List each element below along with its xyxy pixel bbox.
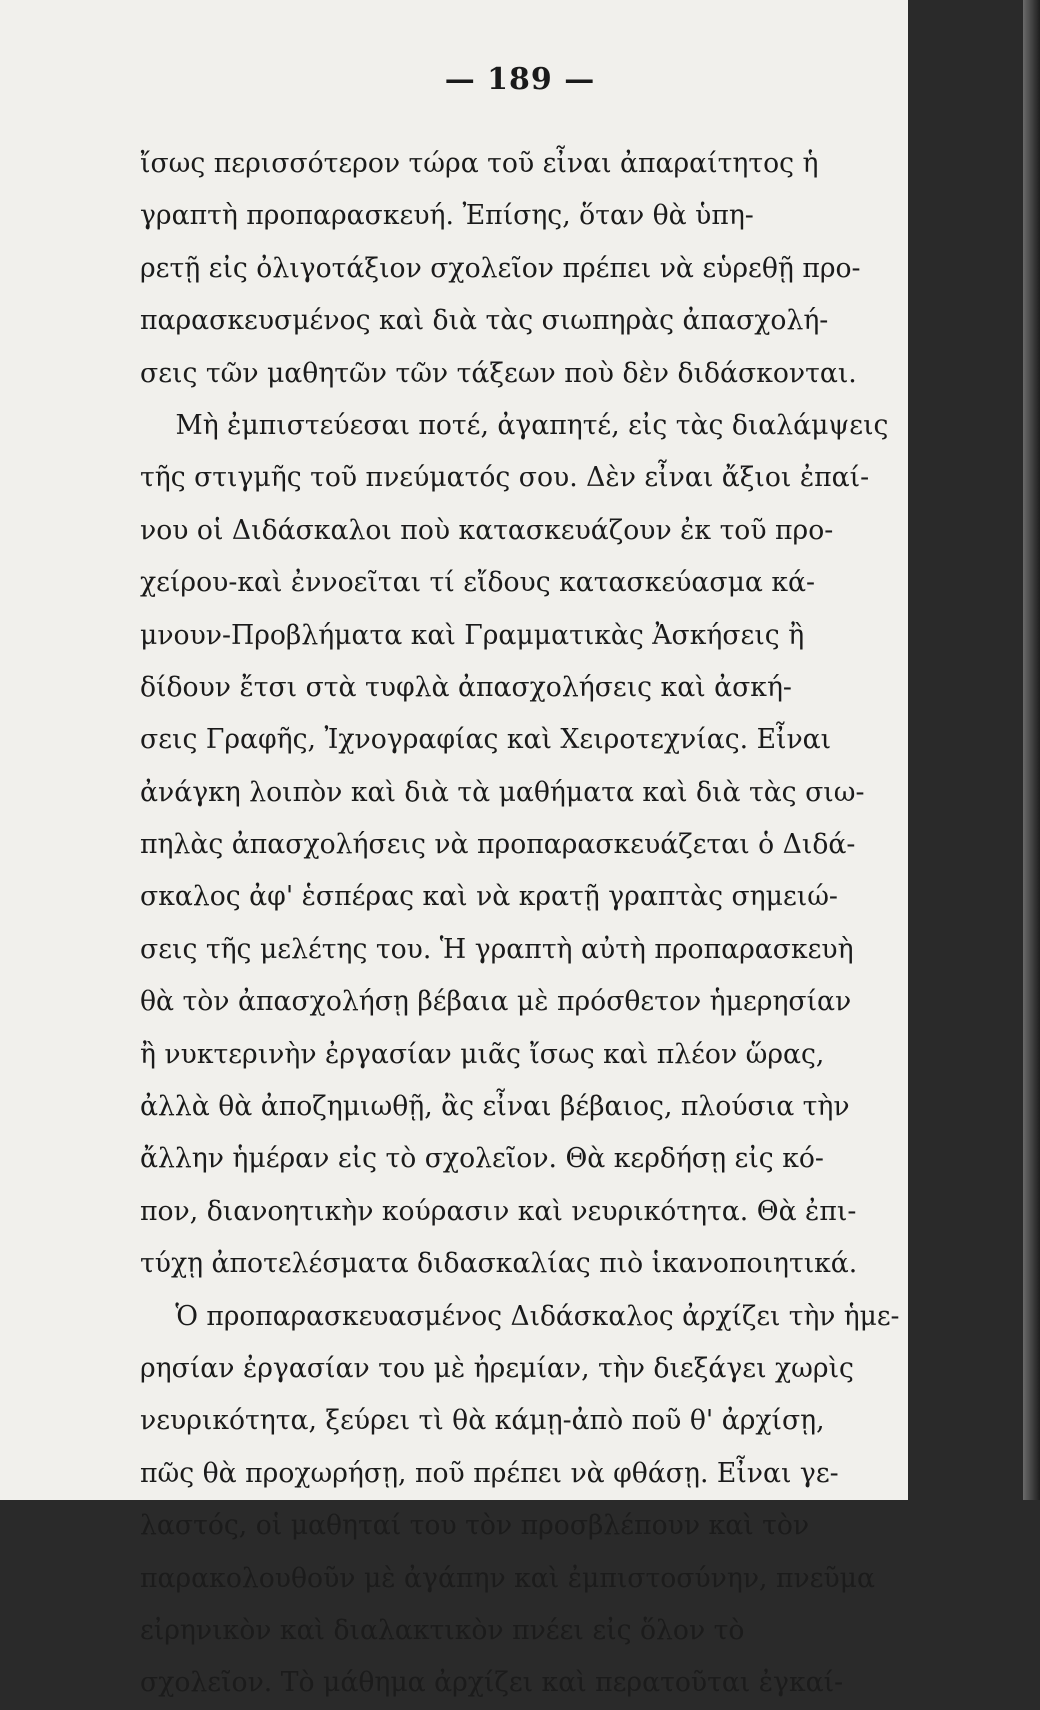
text-line: πῶς θὰ προχωρήσῃ, ποῦ πρέπει νὰ φθάσῃ. Εἶναι γε-: [140, 1457, 839, 1489]
text-line: δίδουν ἔτσι στὰ τυφλὰ ἀπασχολήσεις καὶ ἀσκή-: [140, 671, 792, 703]
text-line: τύχῃ ἀποτελέσματα διδασκαλίας πιὸ ἱκανοποιητικά.: [140, 1248, 858, 1280]
text-line: ἀνάγκη λοιπὸν καὶ διὰ τὰ μαθήματα καὶ διὰ τὰς σιω-: [140, 776, 865, 808]
text-line: ρετῇ εἰς ὀλιγοτάξιον σχολεῖον πρέπει νὰ εὑρεθῇ προ-: [140, 252, 861, 284]
text-line: χείρου-καὶ ἐννοεῖται τί εἴδους κατασκεύασμα κά-: [140, 567, 816, 599]
text-line: ἴσως περισσότερον τώρα τοῦ εἶναι ἀπαραίτητος ἡ: [140, 148, 819, 179]
text-line: ἢ νυκτερινὴν ἐργασίαν μιᾶς ἴσως καὶ πλέον ὥρας,: [140, 1038, 825, 1070]
text-line: σεις Γραφῆς, Ἰχνογραφίας καὶ Χειροτεχνίας. Εἶναι: [140, 724, 832, 756]
text-line: σεις τῆς μελέτης του. Ἡ γραπτὴ αὐτὴ προπαρασκευὴ: [140, 933, 854, 965]
text-line: πον, διανοητικὴν κούρασιν καὶ νευρικότητα. Θὰ ἐπι-: [140, 1195, 857, 1227]
text-line: σχολεῖον. Τὸ μάθημα ἀρχίζει καὶ περατοῦται ἐγκαί-: [140, 1667, 844, 1699]
text-line: σεις τῶν μαθητῶν τῶν τάξεων ποὺ δὲν διδάσκονται.: [140, 357, 857, 389]
text-line: σκαλος ἀφ' ἑσπέρας καὶ νὰ κρατῇ γραπτὰς σημειώ-: [140, 881, 838, 913]
text-line: ἄλλην ἡμέραν εἰς τὸ σχολεῖον. Θὰ κερδήσῃ εἰς κό-: [140, 1143, 824, 1175]
text-line: Ὁ προπαρασκευασμένος Διδάσκαλος ἀρχίζει τὴν ἡμε-: [175, 1300, 900, 1332]
text-line: τῆς στιγμῆς τοῦ πνεύματός σου. Δὲν εἶναι ἄξιοι ἐπαί-: [140, 462, 870, 494]
text-line: ρησίαν ἐργασίαν του μὲ ἠρεμίαν, τὴν διεξάγει χωρὶς: [140, 1352, 854, 1384]
text-line: γραπτὴ προπαρασκευή. Ἐπίσης, ὅταν θὰ ὑπη-: [140, 200, 754, 232]
text-line: εἰρηνικὸν καὶ διαλακτικὸν πνέει εἰς ὅλον τὸ: [140, 1614, 745, 1646]
page-number: — 189 —: [444, 62, 596, 97]
page-binding-edge: [1023, 0, 1040, 1500]
text-line: Μὴ ἐμπιστεύεσαι ποτέ, ἀγαπητέ, εἰς τὰς διαλάμψεις: [175, 409, 889, 441]
text-line: θὰ τὸν ἀπασχολήσῃ βέβαια μὲ πρόσθετον ἡμερησίαν: [140, 986, 852, 1018]
body-text: [140, 138, 910, 1710]
text-line: λαστός, οἱ μαθηταί του τὸν προσβλέπουν καὶ τὸν: [140, 1510, 810, 1542]
text-line: νου οἱ Διδάσκαλοι ποὺ κατασκευάζουν ἐκ τοῦ προ-: [140, 514, 834, 546]
text-line: ἀλλὰ θὰ ἀποζημιωθῇ, ἂς εἶναι βέβαιος, πλούσια τὴν: [140, 1091, 850, 1123]
text-line: παρασκευσμένος καὶ διὰ τὰς σιωπηρὰς ἀπασχολή-: [140, 305, 829, 337]
text-line: παρακολουθοῦν μὲ ἀγάπην καὶ ἐμπιστοσύνην, πνεῦμα: [140, 1562, 876, 1594]
text-line: πηλὰς ἀπασχολήσεις νὰ προπαρασκευάζεται ὁ Διδά-: [140, 829, 856, 861]
text-line: μνουν-Προβλήματα καὶ Γραμματικὰς Ἀσκήσεις ἢ: [140, 619, 805, 651]
text-line: νευρικότητα, ξεύρει τὶ θὰ κάμῃ-ἀπὸ ποῦ θ' ἀρχίσῃ,: [140, 1405, 825, 1437]
